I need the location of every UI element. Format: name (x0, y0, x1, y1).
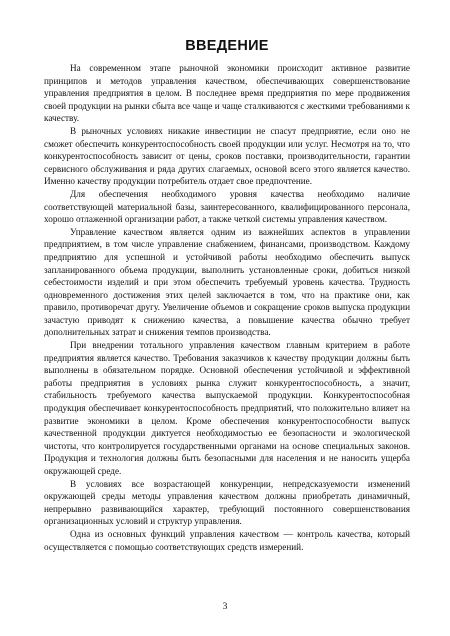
paragraph-3: Для обеспечения необходимого уровня качества необходимо наличие соответствующей материальной базы, заинтересованного, квалифицированного персонала, хорошо отлаженной организации работ, а также четкой системы управления качеством. (44, 188, 410, 225)
page-number: 3 (222, 602, 228, 612)
paragraph-7: Одна из основных функций управления качеством — контроль качества, который осуществляется с помощью соответствующих средств измерений. (44, 528, 410, 552)
paragraph-2: В рыночных условиях никакие инвестиции не спасут предприятие, если оно не сможет обеспечить конкурентоспособность своей продукции или услуг. Несмотря на то, что конкурентоспособность зависит от цены, сроков поставки, производительности, гарантии сервисного обслуживания и ряда других слагаемых, основой всего этого является качество. Именно качеству продукции потребитель отдает свое предпочтение. (44, 125, 410, 187)
page-title: ВВЕДЕНИЕ (185, 38, 269, 54)
paragraph-4: Управление качеством является одним из важнейших аспектов в управлении предприятием, в том числе управление снабжением, финансами, производством. Каждому предприятию для успешной и устойчивой работы необходимо обеспечить выпуск запланированного объема продукции, выполнить установленные сроки, добиться низкой себестоимости изделий и при этом обеспечить требуемый уровень качества. Трудность одновременного достижения этих целей заключается в том, что на практике они, как правило, противоречат другу. Увеличение объемов и сокращение сроков выпуска продукции зачастую приводят к снижению качества, а повышение качества обычно требует дополнительных затрат и снижения темпов производства. (44, 226, 410, 338)
paragraph-5: При внедрении тотального управления качеством главным критерием в работе предприятия является качество. Требования заказчиков к качеству продукции должны быть выполнены в обязательном порядке. Основной обеспечения устойчивой и эффективной работы предприятия в условиях рынка служит конкурентоспособность, а значит, стабильность требуемого качества выпускаемой продукции. Конкурентоспособная продукция обеспечивает конкурентоспособность предприятий, что положительно влияет на развитие экономики в целом. Кроме обеспечения конкурентоспособности выпуск качественной продукции диктуется необходимостью ее безопасности и экологической чистоты, что контролируется государственными органами на основе специальных законов. Продукция и технология должны быть безопасными для населения и не наносить ущерба окружающей среде. (44, 340, 410, 476)
paragraph-1: На современном этапе рыночной экономики происходит активное развитие принципов и методов управления качеством, обеспечивающих совершенствование управления предприятия в целом. В последнее время предприятия по мере продвижения своей продукции на рынки сбыта все чаще и чаще сталкиваются с жесткими требованиями к качеству. (44, 63, 410, 124)
paragraph-6: В условиях все возрастающей конкуренции, непредсказуемости изменений окружающей среды методы управления качеством должны приобретать динамичный, непрерывно развивающийся характер, требующий постоянного совершенствования организационных условий и структур управления. (44, 478, 410, 527)
